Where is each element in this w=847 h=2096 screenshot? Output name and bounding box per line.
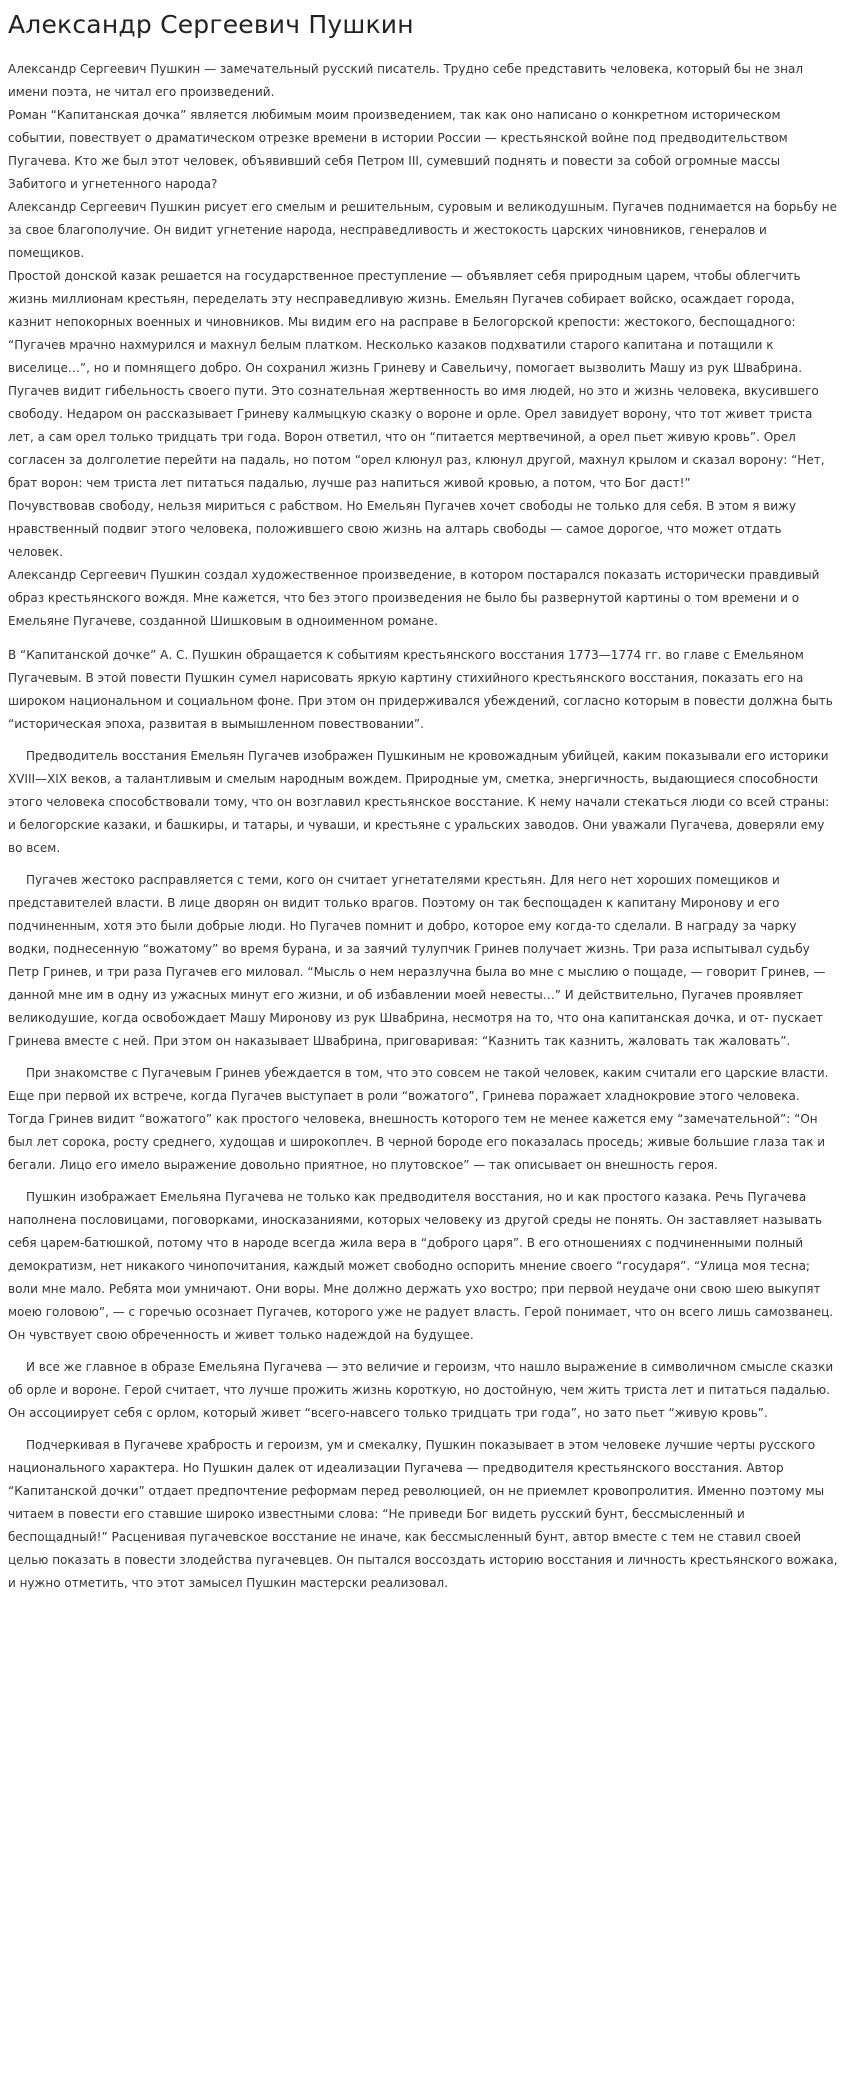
essay-paragraph: Пушкин изображает Емельяна Пугачева не только как предводителя восстания, но и как простого казака. Речь Пугачева наполнена пословицами, поговорками, иносказаниями, которых человеку из другой среды не понять. Он заставляет называть себя царем-батюшкой, потому что в народе всегда жила вера в “доброго царя”. В его отношениях с подчиненными полный демократизм, нет никакого чинопочитания, каждый может свободно оспорить мнение своего “государя”. “Улица моя тесна; воли мне мало. Ребята мои умничают. Они воры. Мне должно держать ухо востро; при первой неудаче они свою шею выкупят моею головою”, — с горечью осознает Пугачев, которого уже не радует власть. Герой понимает, что он всего лишь самозванец. Он чувствует свою обреченность и живет только надеждой на будущее.: [8, 1190, 834, 1342]
essay-paragraph: Предводитель восстания Емельян Пугачев изображен Пушкиным не кровожадным убийцей, каким показывали его историки XVIII—XIX веков, а талантливым и смелым народным вождем. Природные ум, сметка, энергичность, выдающиеся способности этого человека способствовали тому, что он возглавил крестьянское восстание. К нему начали стекаться люди со всей страны: и белогорские казаки, и башкиры, и татары, и чуваши, и крестьяне с уральских заводов. Они уважали Пугачева, доверяли ему во всем.: [8, 749, 830, 855]
intro-paragraph: Почувствовав свободу, нельзя мириться с рабством. Но Емельян Пугачев хочет свободы не только для себя. В этом я вижу нравственный подвиг этого человека, положившего свою жизнь на алтарь свободы — самое дорогое, что может отдать человек.: [8, 499, 796, 559]
intro-section: [8, 58, 839, 633]
intro-paragraph: Пугачев видит гибельность своего пути. Это сознательная жертвенность во имя людей, но это и жизнь человека, вкусившего свободу. Недаром он рассказывает Гриневу калмыцкую сказку о вороне и орле. Орел завидует ворону, что тот живет триста лет, а сам орел только тридцать три года. Ворон ответил, что он “питается мертвечиной, а орел пьет живую кровь”. Орел согласен за долголетие перейти на падаль, но потом “орел клюнул раз, клюнул другой, махнул крылом и сказал ворону: “Нет, брат ворон: чем триста лет питаться падалью, лучше раз напиться живой кровью, а потом, что Бог даст!”: [8, 384, 825, 490]
essay-paragraph: Подчеркивая в Пугачеве храбрость и героизм, ум и смекалку, Пушкин показывает в этом человеке лучшие черты русского национального характера. Но Пушкин далек от идеализации Пугачева — предводителя крестьянского восстания. Автор “Капитанской дочки” отдает предпочтение реформам перед революцией, он не приемлет кровопролития. Именно поэтому мы читаем в повести его ставшие широко известными слова: “Не приведи Бог видеть русский бунт, бессмысленный и беспощадный!” Расценивая пугачевское восстание не иначе, как бессмысленный бунт, автор вместе с тем не ставил своей целью показать в повести злодейства пугачевцев. Он пытался воссоздать историю восстания и личность крестьянского вожака, и нужно отметить, что этот замысел Пушкин мастерски реализовал.: [8, 1438, 838, 1590]
page-title: Александр Сергеевич Пушкин: [8, 10, 414, 39]
section-spacer: [8, 633, 839, 644]
intro-paragraph: Роман “Капитанская дочка” является любимым моим произведением, так как оно написано о конкретном историческом событии, повествует о драматическом отрезке времени в истории России — крестьянской войне под предводительством Пугачева. Кто же был этот человек, объявивший себя Петром III, сумевший поднять и повести за собой огромные массы Забитого и угнетенного народа?: [8, 108, 788, 191]
intro-paragraph: Александр Сергеевич Пушкин создал художественное произведение, в котором постарался показать исторически правдивый образ крестьянского вождя. Мне кажется, что без этого произведения не было бы развернутой картины о том времени и о Емельяне Пугачеве, созданной Шишковым в одноименном романе.: [8, 568, 820, 628]
intro-paragraph: Простой донской казак решается на государственное преступление — объявляет себя природным царем, чтобы облегчить жизнь миллионам крестьян, переделать эту несправедливую жизнь. Емельян Пугачев собирает войско, осаждает города, казнит непокорных военных и чиновников. Мы видим его на расправе в Белогорской крепости: жестокого, беспощадного: “Пугачев мрачно нахмурился и махнул белым платком. Несколько казаков подхватили старого капитана и потащили к виселице…”, но и помнящего добро. Он сохранил жизнь Гриневу и Савельичу, помогает вызволить Машу из рук Швабрина.: [8, 269, 803, 375]
intro-paragraph: Александр Сергеевич Пушкин рисует его смелым и решительным, суровым и великодушным. Пугачев поднимается на борьбу не за свое благополучие. Он видит угнетение народа, несправедливость и жестокость царских чиновников, генералов и помещиков.: [8, 200, 838, 260]
essay-paragraph: В “Капитанской дочке” А. С. Пушкин обращается к событиям крестьянского восстания 1773—1774 гг. во главе с Емельяном Пугачевым. В этой повести Пушкин сумел нарисовать яркую картину стихийного крестьянского восстания, показать его на широком национальном и социальном фоне. При этом он придерживался убеждений, согласно которым в повести должна быть “историческая эпоха, развитая в вымышленном повествовании”.: [8, 648, 833, 731]
essay-paragraph: И все же главное в образе Емельяна Пугачева — это величие и героизм, что нашло выражение в символичном смысле сказки об орле и вороне. Герой считает, что лучше прожить жизнь короткую, но достойную, чем жить триста лет и питаться падалью. Он ассоциирует себя с орлом, который живет “всего-навсего только тридцать три года”, но зато пьет “живую кровь”.: [8, 1360, 834, 1420]
essay-paragraph: Пугачев жестоко расправляется с теми, кого он считает угнетателями крестьян. Для него нет хороших помещиков и представителей власти. В лице дворян он видит только врагов. Поэтому он так беспощаден к капитану Миронову и его подчиненным, хотя это были добрые люди. Но Пугачев помнит и добро, которое ему когда-то сделали. В награду за чарку водки, поднесенную “вожатому” во время бурана, и за заячий тулупчик Гринев получает жизнь. Три раза испытывал судьбу Петр Гринев, и три раза Пугачев его миловал. “Мысль о нем неразлучна была во мне с мыслию о пощаде, — говорит Гринев, — данной мне им в одну из ужасных минут его жизни, и об избавлении моей невесты…” И действительно, Пугачев проявляет великодушие, когда освобождает Машу Миронову из рук Швабрина, несмотря на то, что она капитанская дочка, и от- пускает Гринева вместе с ней. При этом он наказывает Швабрина, приговаривая: “Казнить так казнить, жаловать так жаловать”.: [8, 873, 826, 1048]
essay-paragraph: При знакомстве с Пугачевым Гринев убеждается в том, что это совсем не такой человек, каким считали его царские власти. Еще при первой их встрече, когда Пугачев выступает в роли “вожатого”, Гринева поражает хладнокровие этого человека. Тогда Гринев видит “вожатого” как простого человека, внешность которого тем не менее кажется ему “замечательной”: “Он был лет сорока, росту среднего, худощав и широкоплеч. В черной бороде его показалась проседь; живые большие глаза так и бегали. Лицо его имело выражение довольно приятное, но плутовское” — так описывает он внешность героя.: [8, 1066, 829, 1172]
intro-paragraph: Александр Сергеевич Пушкин — замечательный русский писатель. Трудно себе представить человека, который бы не знал имени поэта, не читал его произведений.: [8, 62, 803, 99]
essay-section: [8, 644, 839, 1595]
